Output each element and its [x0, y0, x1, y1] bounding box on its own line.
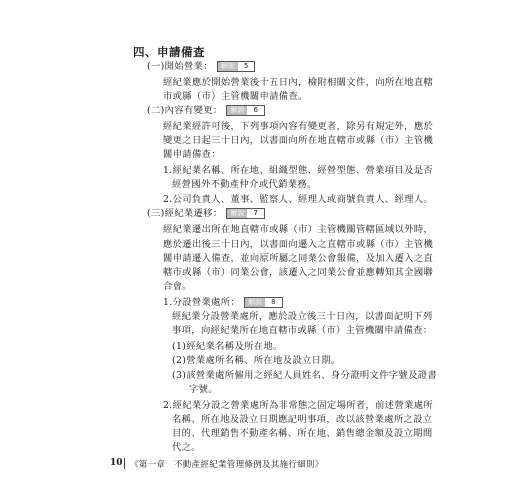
s3-sub1-title-line — [163, 297, 283, 309]
s3-sub1-item: (2)營業處所名稱、所在地及設立日期。 — [172, 355, 341, 366]
s3-line: 應於遷出後三十日內，以書面向遷入之直轄市或縣（市）主管機 — [163, 239, 434, 250]
s3-line: 關申請遷入備查，並向原所屬之同業公會報備，及加入遷入之直 — [163, 253, 434, 264]
s1-ref-badge — [217, 61, 255, 72]
s1-title: (一)開始營業： — [147, 61, 213, 72]
s3-sub2-line: 代之。 — [172, 442, 201, 453]
s1-line: 經紀業應於開始營業後十五日內，檢附相關文件，向所在地直轄 — [163, 77, 434, 88]
ref-num: 8 — [265, 298, 281, 307]
s3-sub2-line: 名稱、所在地及設立日期應記明事項，改以該營業處所之設立 — [172, 414, 433, 425]
s1-title-line — [147, 61, 255, 73]
s2-item: 2.公司負責人、董事、監察人、經理人或商號負責人、經理人。 — [163, 194, 434, 205]
s2-line: 關申請備查： — [163, 149, 221, 160]
footer-divider — [124, 458, 125, 469]
s3-sub1-item: (3)該營業處所僱用之經紀人員姓名、身分證明文件字號及證書 — [172, 370, 438, 381]
s1-line: 市或縣（市）主管機關申請備查。 — [163, 91, 308, 102]
s3-sub1-title: 1.分設營業處所： — [163, 297, 241, 308]
s3-line: 經紀業遷出所在地直轄市或縣（市）主管機關管轄區域以外時， — [163, 224, 434, 235]
s3-line: 合會。 — [163, 281, 192, 292]
s2-title-line — [147, 105, 265, 117]
ref-tag: 解說 — [227, 209, 247, 218]
s2-ref-badge — [226, 105, 264, 116]
s3-sub1-line: 事項，向經紀業所在地直轄市或縣（市）主管機關申請備查： — [172, 325, 433, 336]
s3-sub1-item: 字號。 — [189, 384, 218, 395]
section-heading: 四、申請備查 — [133, 45, 205, 59]
s3-sub1-item: (1)經紀業名稱及所在地。 — [172, 341, 283, 352]
s3-sub1-line: 經紀業分設營業處所，應於設立後三十日內，以書面記明下列 — [172, 311, 433, 322]
s2-item: 經營國外不動產仲介或代銷業務。 — [172, 179, 317, 190]
s3-line: 轄市或縣（市）同業公會，該遷入之同業公會並應轉知其全國聯 — [163, 267, 434, 278]
s3-sub2-line: 目的、代理銷售不動產名稱、所在地、銷售總金額及設立期間 — [172, 428, 433, 439]
page-number: 10 — [110, 458, 123, 468]
s3-sub1-ref-badge — [244, 297, 282, 308]
s2-line: 經紀業經許可後，下列事項內容有變更者，除另有規定外，應於 — [163, 121, 434, 132]
s3-title: (三)經紀業遷移： — [147, 208, 223, 219]
ref-num: 5 — [238, 62, 254, 71]
s3-ref-badge — [226, 208, 264, 219]
ref-num: 6 — [247, 106, 263, 115]
running-footer: 《第一章 不動產經紀業管理條例及其施行細則》 — [130, 460, 324, 470]
ref-num: 7 — [247, 209, 263, 218]
s2-title: (二)內容有變更： — [147, 105, 223, 116]
ref-tag: 解說 — [227, 106, 247, 115]
ref-tag: 解說 — [218, 62, 238, 71]
s2-item: 1.經紀業名稱、所在地、組織型態、經營型態、營業項目及是否 — [163, 165, 434, 176]
s2-line: 變更之日起三十日內，以書面向所在地直轄市或縣（市）主管機 — [163, 135, 434, 146]
s3-title-line — [147, 208, 265, 220]
s3-sub2-line: 2.經紀業分設之營業處所為非常態之固定場所者，前述營業處所 — [163, 400, 434, 411]
ref-tag: 解說 — [245, 298, 265, 307]
